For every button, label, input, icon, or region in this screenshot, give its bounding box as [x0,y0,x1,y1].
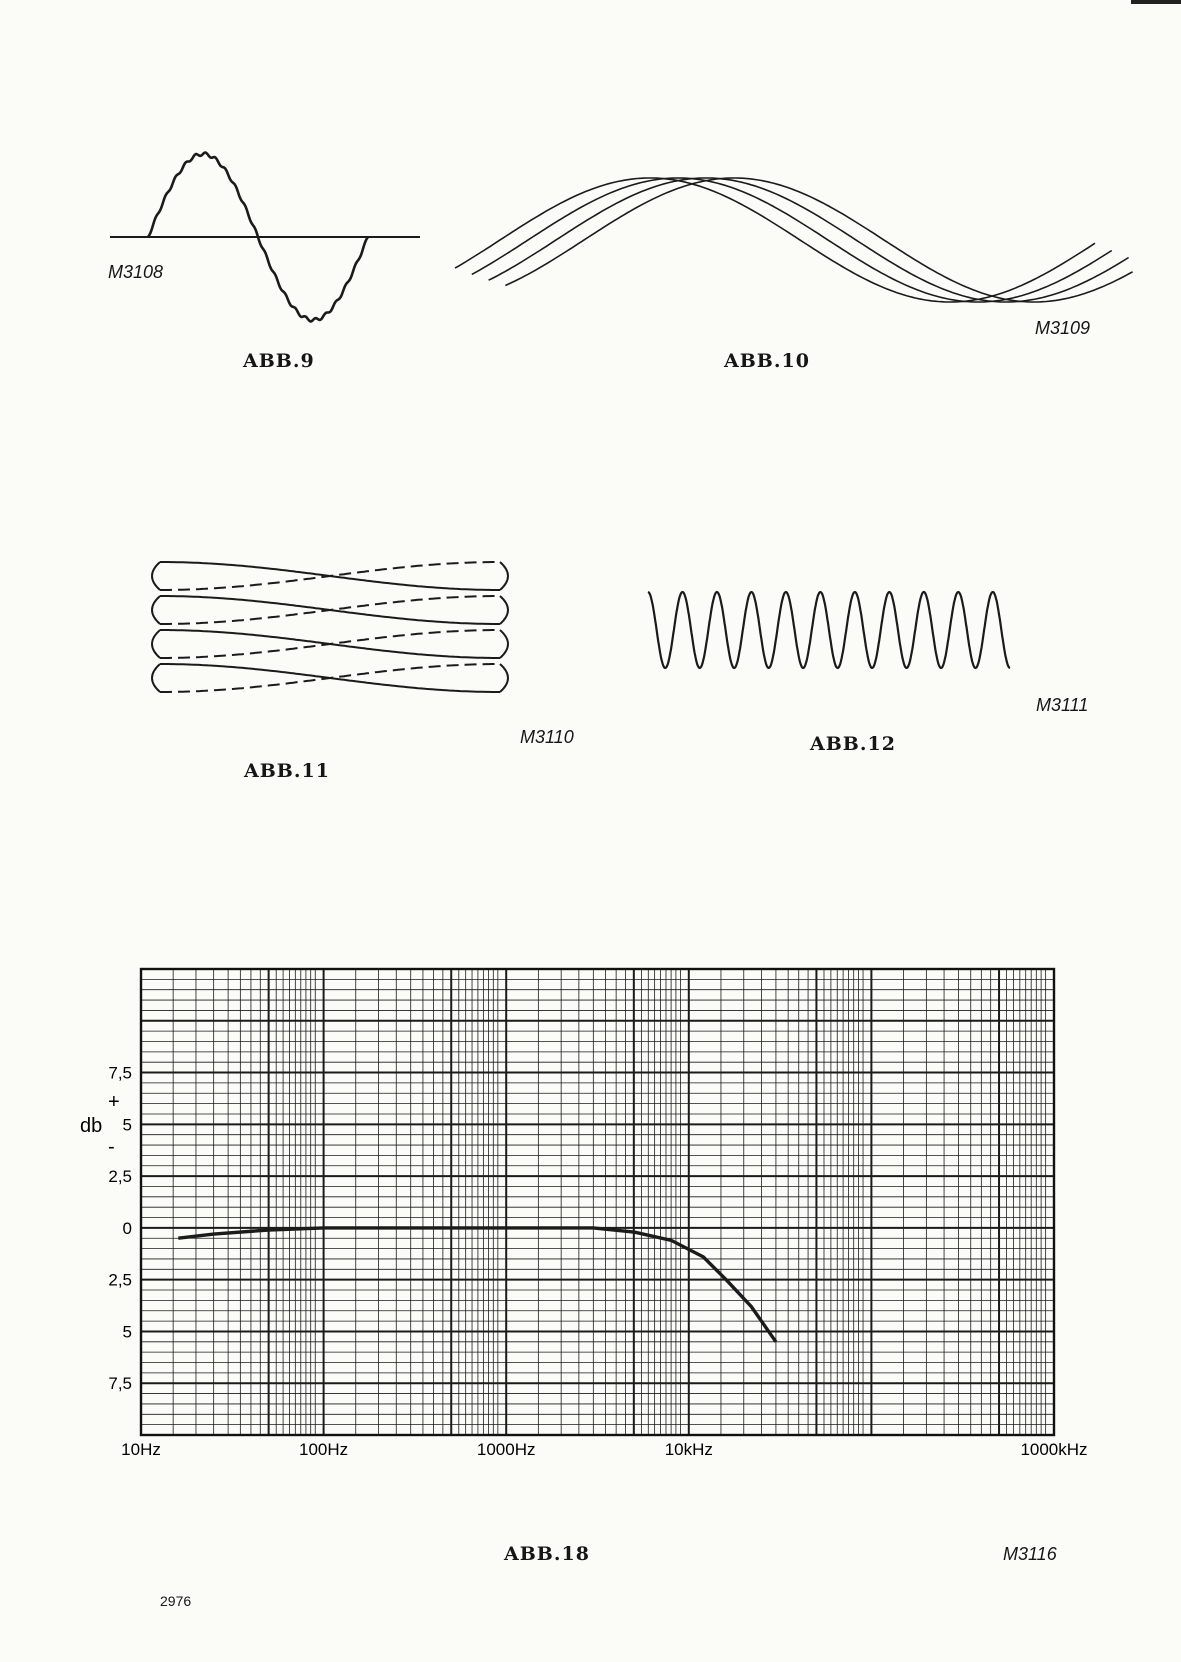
abb11-caption: ABB.11 [244,760,330,782]
x-tick-label: 100Hz [299,1440,349,1459]
x-tick-label: 10kHz [664,1440,713,1459]
abb11-lissajous-figure [150,548,520,723]
abb11-dashed-trace-3 [160,630,500,658]
abb11-left-loop-3 [152,630,160,658]
abb11-dashed-trace-1 [160,562,500,590]
x-tick-label: 1000kHz [1020,1440,1088,1459]
y-tick-label: 2,5 [108,1270,132,1290]
y-tick-label: 5 [122,1322,132,1342]
abb9-sine-wave [110,125,430,325]
y-tick-label: 7,5 [108,1374,132,1394]
plot-frame [141,969,1054,1435]
abb12-oscillation [640,580,1020,680]
abb11-left-loop-1 [152,562,160,590]
x-tick-label: 1000Hz [476,1440,536,1459]
abb10-wave-2 [472,178,1112,302]
abb12-curve [648,592,1010,668]
y-tick-label: 0 [122,1218,132,1238]
abb18-frequency-response-chart [40,950,1181,1510]
abb11-right-loop-2 [500,596,508,624]
abb11-right-loop-4 [500,664,508,692]
y-tick-label: 5 [122,1115,132,1135]
abb10-wave-1 [455,178,1095,302]
abb10-phase-shifted-waves [460,160,1140,320]
page-edge-mark [1131,0,1181,4]
abb12-caption: ABB.12 [810,733,896,755]
abb11-right-loop-3 [500,630,508,658]
abb11-right-loop-1 [500,562,508,590]
grid-major-lines [141,969,1054,1435]
y-tick-label: 7,5 [108,1063,132,1083]
y-tick-label: 2,5 [108,1167,132,1187]
x-tick-label: 10Hz [121,1440,161,1459]
y-axis-label: db [80,1115,103,1137]
abb11-left-loop-4 [152,664,160,692]
page-number: 2976 [160,1593,192,1609]
abb12-code: M3111 [1036,695,1089,715]
y-sign-plus: + [108,1091,120,1113]
abb10-wave-4 [505,178,1132,302]
abb9-code: M3108 [108,262,164,282]
abb10-caption: ABB.10 [724,350,810,372]
abb11-dashed-trace-2 [160,596,500,624]
abb11-dashed-trace-4 [160,664,500,692]
abb9-caption: ABB.9 [243,350,315,372]
y-sign-minus: - [108,1136,115,1158]
abb18-code: M3116 [1003,1544,1057,1564]
abb10-code: M3109 [1035,318,1091,338]
abb11-code: M3110 [520,727,574,747]
grid-minor-lines [141,969,1054,1435]
abb11-left-loop-2 [152,596,160,624]
abb18-caption: ABB.18 [504,1543,590,1565]
